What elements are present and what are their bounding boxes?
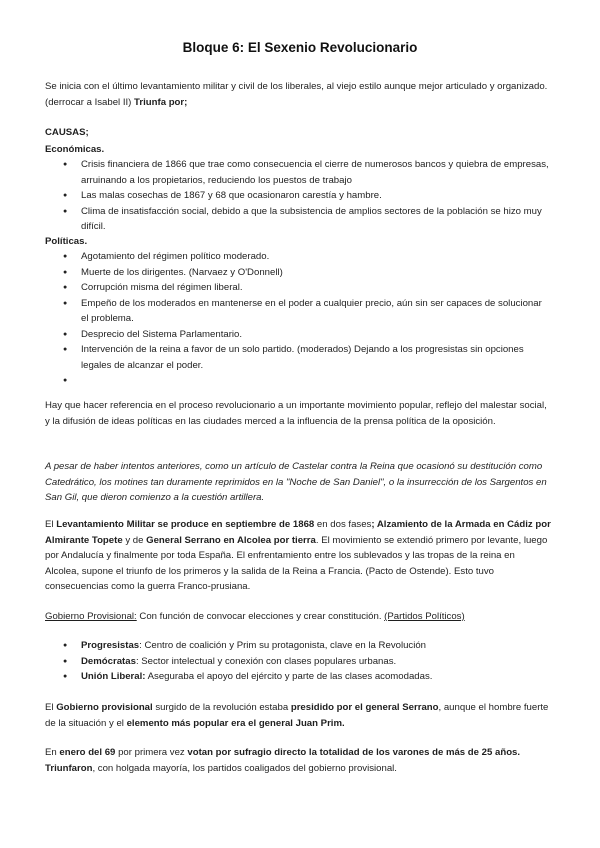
politicas-heading: Políticas. — [45, 236, 88, 247]
list-item: ● Progresistas: Centro de coalición y Prim su protagonista, clave en la Revolución — [45, 638, 551, 654]
list-item: ● Corrupción misma del régimen liberal. — [45, 280, 551, 296]
list-item: ● Empeño de los moderados en mantenerse en el poder a cualquier precio, aún sin ser capaces de solucionar el problema. — [45, 296, 551, 327]
list-item: ● Las malas cosechas de 1867 y 68 que ocasionaron carestía y hambre. — [45, 188, 551, 204]
list-item: ● Unión Liberal: Aseguraba el apoyo del ejército y parte de las clases acomodadas. — [45, 669, 551, 685]
causas-heading: CAUSAS; — [45, 127, 89, 138]
italic-paragraph: A pesar de haber intentos anteriores, como un artículo de Castelar contra la Reina que ocasionó su destitución como Catedrático, los motines tan duramente reprimidos en la "Noche de San Daniel", o la insurrección de los Sargentos en San Gil, que dieron comienzo a la cuestión artillera. — [45, 461, 547, 503]
list-item: ● Intervención de la reina a favor de un solo partido. (moderados) Dejando a los progresistas sin opciones legales de alcanzar el poder. — [45, 342, 551, 373]
politicas-list — [45, 249, 551, 389]
list-item: ● Agotamiento del régimen político moderado. — [45, 249, 551, 265]
list-item: ● Desprecio del Sistema Parlamentario. — [45, 327, 551, 343]
gobierno-provisional-line: Gobierno Provisional: Con función de convocar elecciones y crear constitución. (Partidos Políticos) — [45, 611, 465, 622]
levantamiento-paragraph: El Levantamiento Militar se produce en septiembre de 1868 en dos fases; Alzamiento de la Armada en Cádiz por Almirante Topete y de General Serrano en Alcolea por tierra. El movimiento se extendió primero por levante, luego por Andalucía y finalmente por toda España. El enfrentamiento entre los sublevados y las tropas de la reina en Alcolea, supone el triunfo de los primeros y la salida de la Reina a Francia. (Pacto de Ostende). Esto tuvo consecuencias como la guerra Franco-prusiana. — [45, 519, 551, 592]
economicas-heading: Económicas. — [45, 144, 105, 155]
intro-paragraph: Se inicia con el último levantamiento militar y civil de los liberales, al viejo estilo aunque mejor articulado y organizado. (derrocar a Isabel II) Triunfa por; — [45, 81, 548, 108]
partidos-list — [45, 638, 551, 685]
page-title: Bloque 6: El Sexenio Revolucionario — [182, 40, 418, 55]
list-item: ● Demócratas: Sector intelectual y conexión con clases populares urbanas. — [45, 654, 551, 670]
popular-movement-paragraph: Hay que hacer referencia en el proceso revolucionario a un importante movimiento popular, reflejo del malestar social, y la difusión de ideas políticas en las ciudades merced a la influencia de la prensa política de la oposición. — [45, 400, 547, 427]
gobierno-paragraph: El Gobierno provisional surgido de la revolución estaba presidido por el general Serrano, aunque el hombre fuerte de la situación y el elemento más popular era el general Juan Prim. — [45, 702, 549, 729]
list-item: ● Clima de insatisfacción social, debido a que la subsistencia de amplios sectores de la población se hizo muy difícil. — [45, 204, 551, 235]
list-item — [45, 373, 551, 389]
enero-paragraph: En enero del 69 por primera vez votan por sufragio directo la totalidad de los varones de más de 25 años. Triunfaron, con holgada mayoría, los partidos coaligados del gobierno provisional. — [45, 747, 521, 774]
list-item: ● Crisis financiera de 1866 que trae como consecuencia el cierre de numerosos bancos y quiebra de empresas, arruinando a los propietarios, reduciendo los puestos de trabajo — [45, 157, 551, 188]
list-item: ● Muerte de los dirigentes. (Narvaez y O'Donnell) — [45, 265, 551, 281]
economicas-list — [45, 157, 551, 235]
